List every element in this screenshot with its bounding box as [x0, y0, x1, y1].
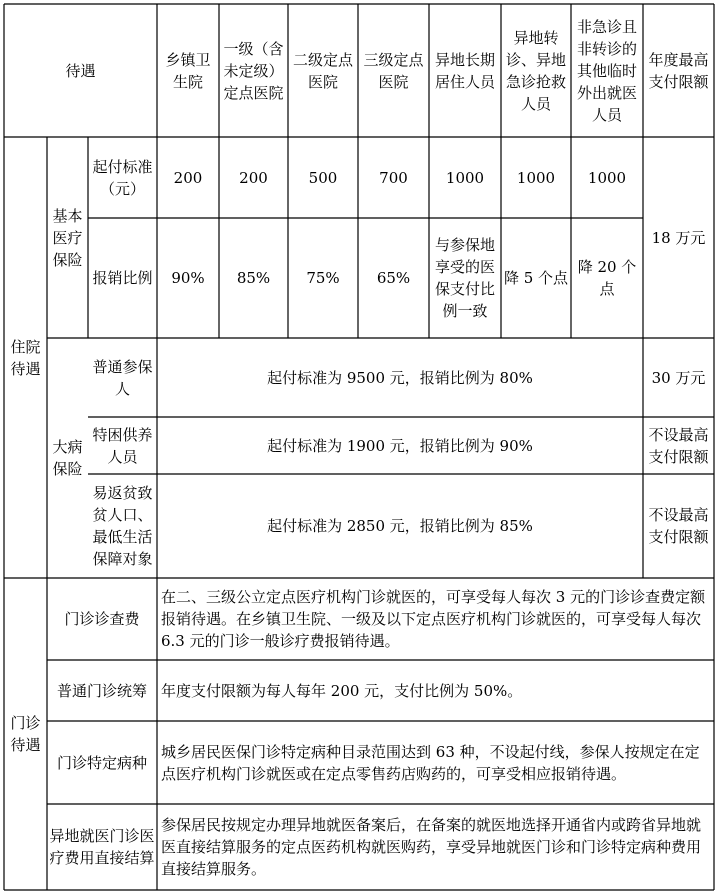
reimburse-township: 90% [171, 269, 205, 287]
outpatient-item-remote-settlement: 异地就医门诊医疗费用直接结算 [49, 827, 155, 867]
header-col-level1-hospital: 一级（含未定级）定点医院 [223, 39, 284, 102]
outpatient-item-consultation-fee: 门诊诊查费 [64, 610, 140, 628]
outpatient-item-specific-diseases: 门诊特定病种 [56, 753, 147, 772]
outpatient-desc-general-pooling: 年度支付限额为每人每年 200 元，支付比例为 50%。 [161, 681, 523, 700]
outpatient-desc-specific-diseases: 城乡居民医保门诊特定病种目录范围达到 63 种，不设起付线，参保人按规定在定点医疗机构门诊就医或在定点零售药店购药的，可享受相应报销待遇。 [161, 742, 700, 783]
reimburse-temporary-outside: 降 20 个点 [577, 258, 637, 298]
header-col-annual-limit: 年度最高支付限额 [648, 50, 709, 91]
outpatient-desc-consultation-fee: 在二、三级公立定点医疗机构门诊就医的，可享受每人每次 3 元的门诊诊查费定额报销待遇。在乡镇卫生院、一级及以下定点医疗机构门诊就医的，可享受每人每次 6.3 元的门诊一般诊疗费报销待遇。 [161, 588, 706, 650]
reimburse-remote-referral: 降 5 个点 [503, 269, 569, 287]
reimburse-level2: 75% [306, 269, 340, 287]
header-col-remote-referral: 异地转诊、异地急诊抢救人员 [505, 28, 566, 113]
outpatient-label: 门诊待遇 [10, 714, 41, 754]
header-col-temporary-outside: 非急诊且非转诊的其他临时外出就医人员 [576, 17, 637, 124]
deductible-long-term-remote: 1000 [445, 168, 485, 187]
header-treatment: 待遇 [65, 61, 96, 80]
deductible-level2: 500 [308, 168, 338, 187]
inpatient-label: 住院待遇 [10, 337, 41, 378]
reimburse-level3: 65% [376, 269, 411, 287]
deductible-level1: 200 [239, 168, 268, 187]
critical-limit-regular: 30 万元 [651, 368, 706, 387]
reimburse-level1: 85% [236, 269, 271, 287]
deductible-township: 200 [173, 168, 203, 187]
critical-insurance-label: 大病保险 [52, 438, 83, 478]
header-col-level3-hospital: 三级定点医院 [363, 50, 424, 91]
header-col-level2-hospital: 二级定点医院 [292, 50, 353, 91]
deductible-temporary-outside: 1000 [587, 168, 627, 187]
outpatient-item-general-pooling: 普通门诊统筹 [56, 681, 147, 700]
basic-annual-limit: 18 万元 [651, 228, 706, 247]
deductible-level3: 700 [379, 168, 408, 187]
reimburse-label: 报销比例 [92, 269, 153, 287]
header-col-township-hospital: 乡镇卫生院 [165, 50, 211, 91]
critical-limit-extreme-poverty: 不设最高支付限额 [648, 425, 709, 466]
header-col-long-term-remote: 异地长期居住人员 [434, 50, 495, 91]
critical-limit-low-income: 不设最高支付限额 [648, 506, 709, 546]
deductible-label: 起付标准（元） [92, 157, 153, 198]
critical-desc-extreme-poverty: 起付标准为 1900 元，报销比例为 90% [267, 436, 533, 455]
critical-group-low-income: 易返贫致贫人口、最低生活保障对象 [92, 484, 153, 568]
basic-insurance-label: 基本医疗保险 [52, 206, 83, 269]
critical-group-regular: 普通参保人 [92, 357, 153, 398]
critical-desc-low-income: 起付标准为 2850 元，报销比例为 85% [267, 517, 533, 535]
reimburse-long-term-remote: 与参保地享受的医保支付比例一致 [434, 236, 495, 320]
critical-group-extreme-poverty: 特困供养人员 [92, 425, 153, 466]
critical-desc-regular: 起付标准为 9500 元，报销比例为 80% [267, 368, 533, 387]
outpatient-desc-remote-settlement: 参保居民按规定办理异地就医备案后，在备案的就医地选择开通省内或跨省异地就医直接结算服务的定点医药机构就医购药，享受异地就医门诊和门诊特定病种费用直接结算服务。 [161, 816, 702, 878]
deductible-remote-referral: 1000 [516, 168, 556, 187]
